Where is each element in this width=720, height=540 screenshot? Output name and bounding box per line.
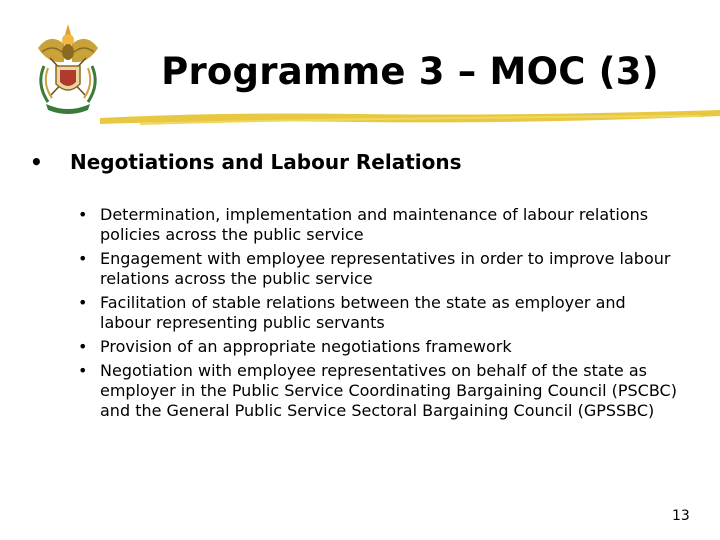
bullet-glyph: • [30, 150, 43, 174]
page-number: 13 [672, 508, 690, 524]
list-item-text: Provision of an appropriate negotiations framework [100, 337, 512, 356]
list-item-text: Engagement with employee representatives in order to improve labour relations across the public service [100, 249, 671, 288]
coat-of-arms-icon [30, 18, 106, 118]
section-heading-text: Negotiations and Labour Relations [70, 150, 462, 174]
list-item-text: Negotiation with employee representatives on behalf of the state as employer in the Public Service Coordinating Bargaining Council (PSCBC) and the General Public Service Sectoral Bargaining Council (GPSSBC) [100, 361, 677, 420]
title-underline [100, 102, 720, 132]
list-item [78, 361, 678, 421]
list-item [78, 337, 678, 357]
list-item [78, 205, 678, 245]
bullet-glyph: • [78, 293, 88, 312]
slide-title: Programme 3 – MOC (3) [161, 50, 659, 93]
bullet-glyph: • [78, 361, 88, 380]
list-item [78, 293, 678, 333]
list-item [78, 249, 678, 289]
list-item-text: Facilitation of stable relations between the state as employer and labour representing public servants [100, 293, 626, 332]
list-item-text: Determination, implementation and maintenance of labour relations policies across the public service [100, 205, 649, 244]
bullet-glyph: • [78, 249, 88, 268]
bullet-glyph: • [78, 337, 88, 356]
bullet-list [78, 205, 678, 425]
bullet-glyph: • [78, 205, 88, 224]
